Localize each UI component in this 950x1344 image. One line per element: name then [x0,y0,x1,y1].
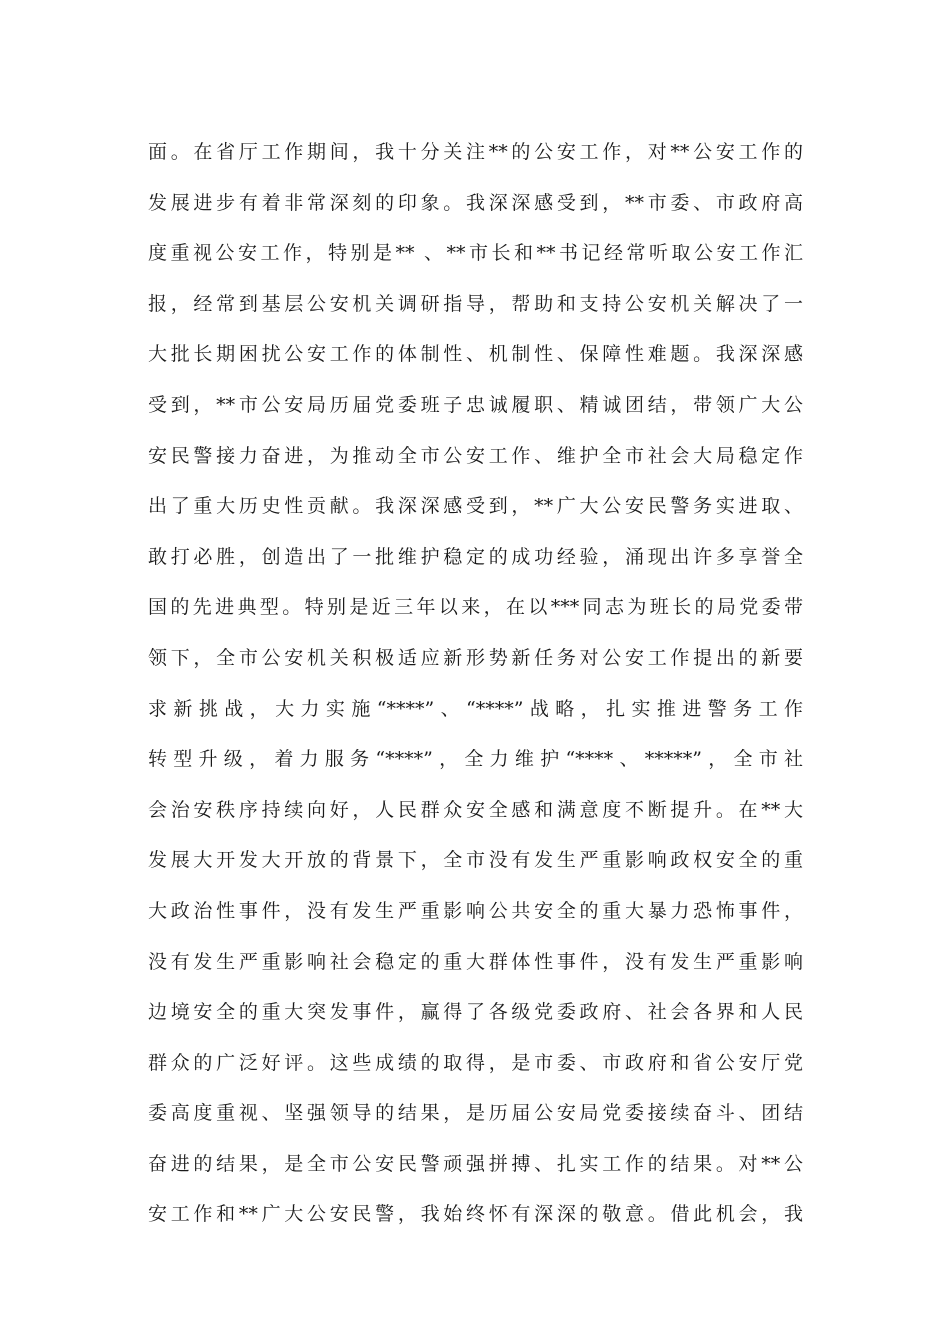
text-line: 发展进步有着非常深刻的印象。我深深感受到，**市委、市政府高 [148,191,803,214]
text-line: 大批长期困扰公安工作的体制性、机制性、保障性难题。我深深感 [148,343,803,366]
text-line: 委高度重视、坚强领导的结果，是历届公安局党委接续奋斗、团结 [148,1102,803,1125]
text-line: 奋进的结果，是全市公安民警顽强拼搏、扎实工作的结果。对**公 [148,1152,803,1175]
text-line: 没有发生严重影响社会稳定的重大群体性事件，没有发生严重影响 [148,950,803,973]
text-line: 安工作和**广大公安民警，我始终怀有深深的敬意。借此机会，我 [148,1203,803,1226]
text-line: 安民警接力奋进，为推动全市公安工作、维护全市社会大局稳定作 [148,444,803,467]
text-line: 国的先进典型。特别是近三年以来，在以***同志为班长的局党委带 [148,596,803,619]
text-line: 会治安秩序持续向好，人民群众安全感和满意度不断提升。在**大 [148,798,803,821]
text-line: 报，经常到基层公安机关调研指导，帮助和支持公安机关解决了一 [148,292,803,315]
text-line: 领下，全市公安机关积极适应新形势新任务对公安工作提出的新要 [148,646,803,669]
text-line: 求新挑战，大力实施“****”、“****”战略，扎实推进警务工作 [148,697,803,720]
text-line: 受到，**市公安局历届党委班子忠诚履职、精诚团结，带领广大公 [148,393,803,416]
text-line: 群众的广泛好评。这些成绩的取得，是市委、市政府和省公安厅党 [148,1051,803,1074]
text-line: 发展大开发大开放的背景下，全市没有发生严重影响政权安全的重 [148,849,803,872]
text-line: 面。在省厅工作期间，我十分关注**的公安工作，对**公安工作的 [148,141,803,163]
text-line: 边境安全的重大突发事件，赢得了各级党委政府、社会各界和人民 [148,1001,803,1024]
text-line: 度重视公安工作，特别是** 、**市长和**书记经常听取公安工作汇 [148,242,803,265]
body-text [148,133,803,1246]
text-line: 转型升级，着力服务“****”，全力维护“****、*****”，全市社 [148,748,803,771]
text-line: 大政治性事件，没有发生严重影响公共安全的重大暴力恐怖事件， [148,899,803,922]
text-line: 敢打必胜，创造出了一批维护稳定的成功经验，涌现出许多享誉全 [148,545,803,568]
text-line: 出了重大历史性贡献。我深深感受到，**广大公安民警务实进取、 [148,495,803,518]
